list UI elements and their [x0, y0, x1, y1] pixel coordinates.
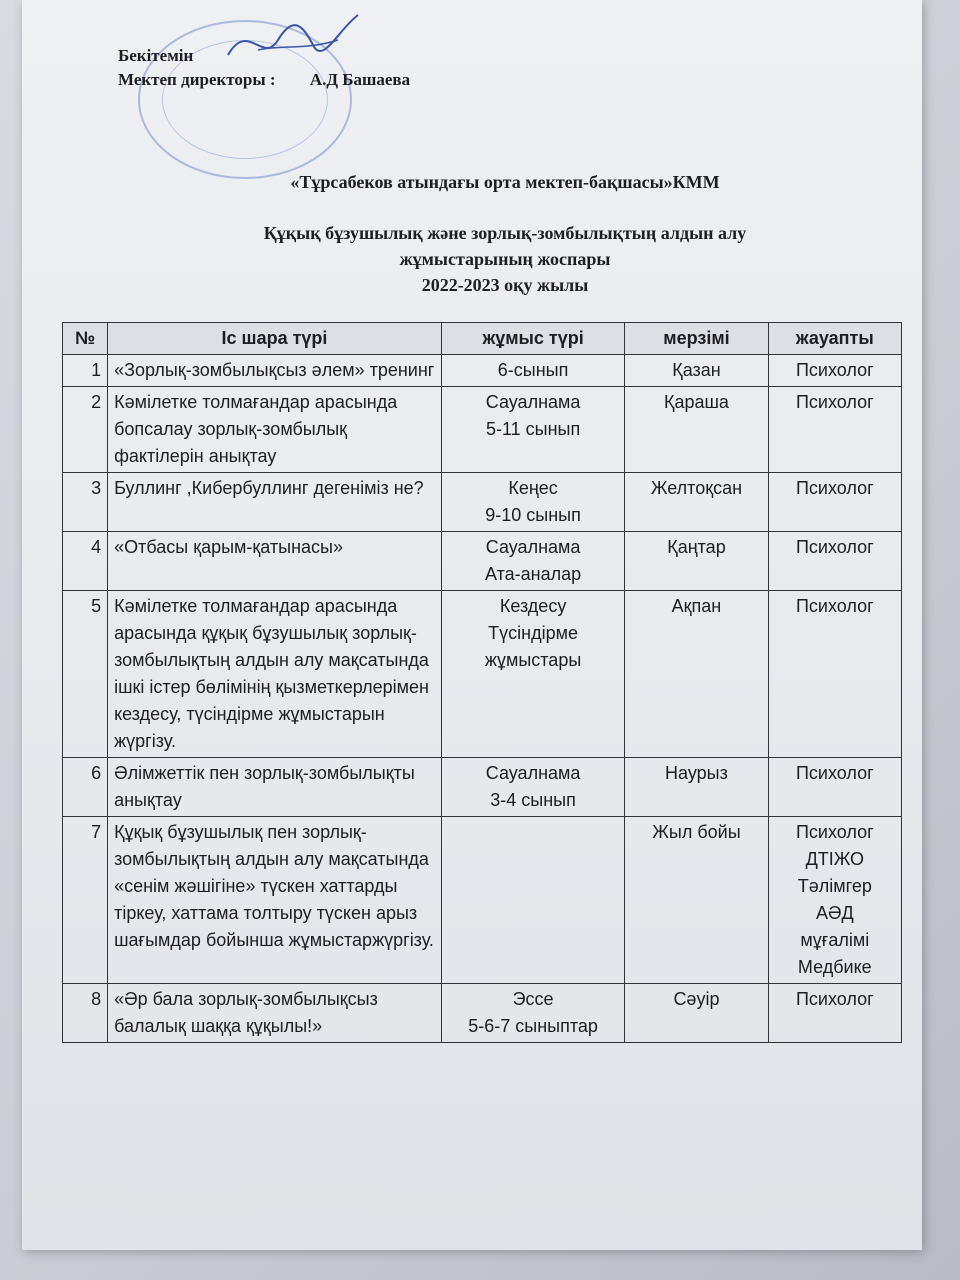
row-responsible — [768, 984, 901, 1043]
title-line: Құқық бұзушылық және зорлық-зомбылықтың алдын алу — [263, 223, 747, 243]
row-responsible — [768, 532, 901, 591]
row-number: 8 — [63, 984, 108, 1043]
responsible-person: Психолог — [795, 537, 874, 557]
header-responsible: жауапты — [768, 323, 901, 355]
header-type: жұмыс түрі — [441, 323, 624, 355]
director-label: Мектеп директоры : — [118, 70, 276, 89]
header-date: мерзімі — [625, 323, 768, 355]
table-row — [63, 387, 902, 473]
row-number: 1 — [63, 355, 108, 387]
row-event: Буллинг ,Кибербуллинг дегеніміз не? — [108, 473, 442, 532]
organization-name: «Тұрсабеков атындағы орта мектеп-бақшасы»КММ — [290, 172, 720, 192]
title-line: 2022-2023 оқу жылы — [421, 275, 589, 295]
responsible-person: Тәлімгер — [797, 876, 872, 896]
table-row — [63, 355, 902, 387]
row-number: 2 — [63, 387, 108, 473]
row-number: 3 — [63, 473, 108, 532]
responsible-person: Психолог — [795, 989, 874, 1009]
row-deadline: Қазан — [625, 355, 768, 387]
responsible-person: АӘД — [815, 903, 854, 923]
row-responsible — [768, 355, 901, 387]
row-deadline: Ақпан — [625, 591, 768, 758]
row-event: Әлімжеттік пен зорлық-зомбылықты анықтау — [108, 758, 442, 817]
row-work-type — [441, 817, 624, 984]
director-name: А.Д Башаева — [309, 70, 411, 89]
row-work-type: 6-сынып — [441, 355, 624, 387]
row-deadline: Желтоқсан — [625, 473, 768, 532]
row-event: «Әр бала зорлық-зомбылықсыз балалық шаққа құқылы!» — [108, 984, 442, 1043]
plan-table — [62, 322, 902, 1043]
row-number: 7 — [63, 817, 108, 984]
header-number: № — [63, 323, 108, 355]
responsible-person: Психолог — [795, 360, 874, 380]
row-work-type: Сауалнама 5-11 сынып — [441, 387, 624, 473]
row-work-type: Сауалнама Ата-аналар — [441, 532, 624, 591]
responsible-person: Психолог — [795, 392, 874, 412]
table-row — [63, 817, 902, 984]
row-event: Құқық бұзушылық пен зорлық-зомбылықтың алдын алу мақсатында «сенім жәшігіне» түскен хаттарды тіркеу, хаттама толтыру түскен арыз шағымдар бойынша жұмыстаржүргізу. — [108, 817, 442, 984]
row-number: 5 — [63, 591, 108, 758]
approve-label: Бекітемін — [118, 46, 194, 65]
row-event: «Зорлық-зомбылықсыз әлем» тренинг — [108, 355, 442, 387]
table-row — [63, 473, 902, 532]
document-title — [0, 220, 960, 298]
row-number: 4 — [63, 532, 108, 591]
row-responsible — [768, 591, 901, 758]
table-row — [63, 984, 902, 1043]
table-row — [63, 758, 902, 817]
responsible-person: Психолог — [795, 478, 874, 498]
responsible-person: Психолог — [795, 822, 874, 842]
table-header-row — [63, 323, 902, 355]
responsible-person: мұғалімі — [800, 930, 870, 950]
row-event: Кәмілетке толмағандар арасында бопсалау зорлық-зомбылық фактілерін анықтау — [108, 387, 442, 473]
row-responsible — [768, 473, 901, 532]
row-deadline: Қаңтар — [625, 532, 768, 591]
row-deadline: Қараша — [625, 387, 768, 473]
row-work-type: Кездесу Түсіндірме жұмыстары — [441, 591, 624, 758]
header-event: Іс шара түрі — [108, 323, 442, 355]
table-row — [63, 532, 902, 591]
row-deadline: Жыл бойы — [625, 817, 768, 984]
row-responsible — [768, 817, 901, 984]
row-event: «Отбасы қарым-қатынасы» — [108, 532, 442, 591]
responsible-person: Медбике — [797, 957, 872, 977]
row-deadline: Наурыз — [625, 758, 768, 817]
row-deadline: Сәуір — [625, 984, 768, 1043]
approval-block — [118, 44, 410, 92]
responsible-person: Психолог — [795, 763, 874, 783]
table-row — [63, 591, 902, 758]
row-number: 6 — [63, 758, 108, 817]
row-responsible — [768, 758, 901, 817]
row-work-type: Кеңес 9-10 сынып — [441, 473, 624, 532]
title-line: жұмыстарының жоспары — [399, 249, 611, 269]
responsible-person: ДТІЖО — [805, 849, 865, 869]
row-work-type: Эссе 5-6-7 сыныптар — [441, 984, 624, 1043]
row-event: Кәмілетке толмағандар арасында арасында құқық бұзушылық зорлық-зомбылықтың алдын алу мақсатында ішкі істер бөлімінің қызметкерлерімен кездесу, түсіндірме жұмыстарын жүргізу. — [108, 591, 442, 758]
row-work-type: Сауалнама 3-4 сынып — [441, 758, 624, 817]
responsible-person: Психолог — [795, 596, 874, 616]
row-responsible — [768, 387, 901, 473]
